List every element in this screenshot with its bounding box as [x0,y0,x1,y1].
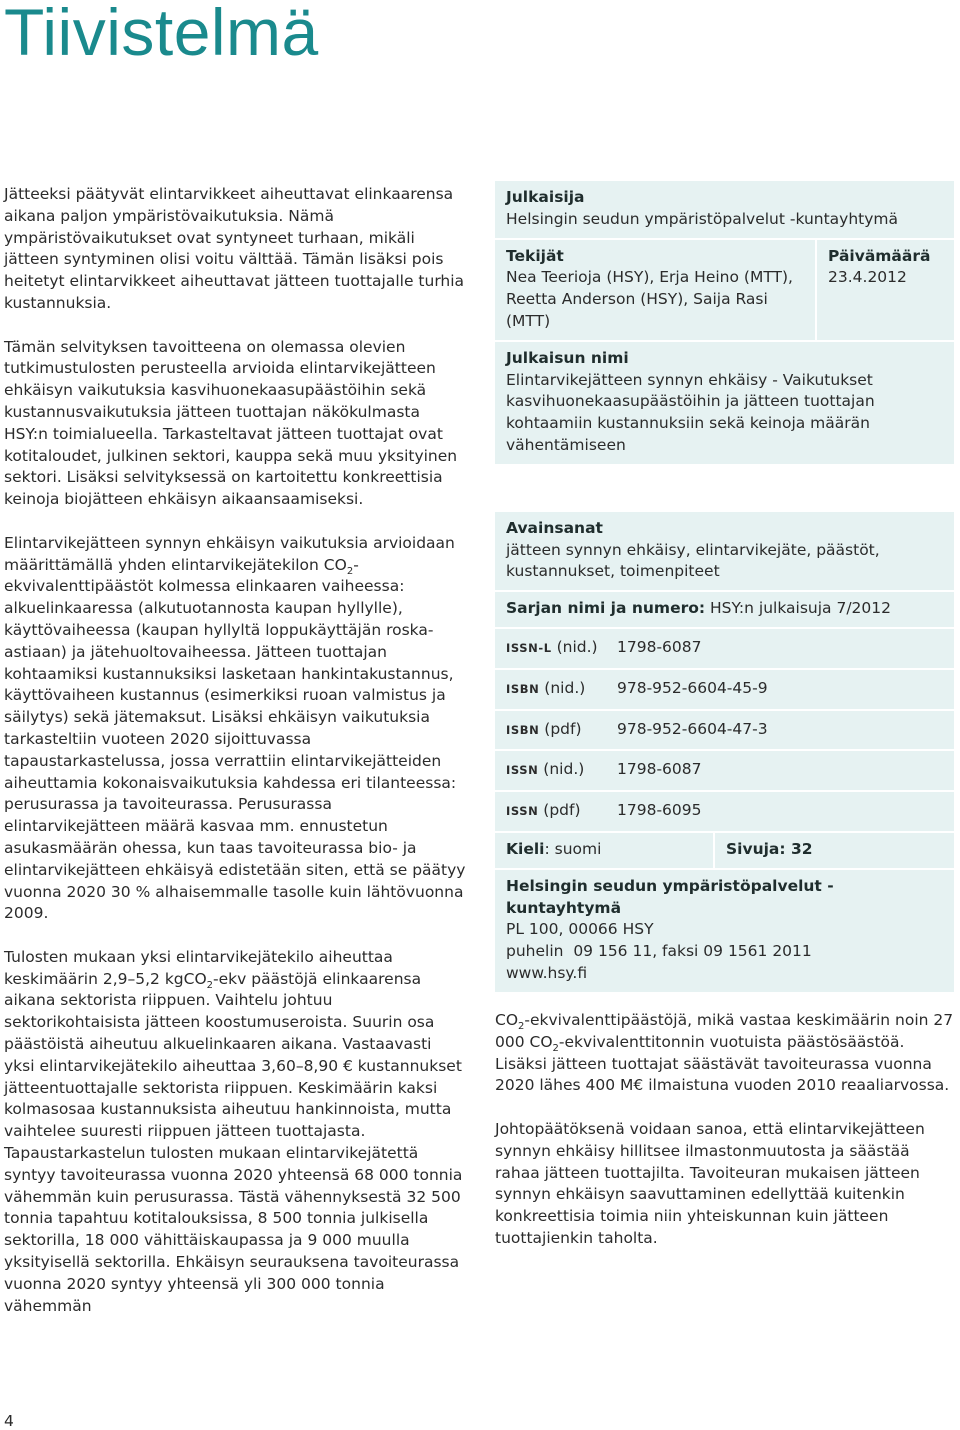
authors-value: Nea Teerioja (HSY), Erja Heino (MTT), Reetta Anderson (HSY), Saija Rasi (MTT) [506,268,793,330]
language-label: Kieli [506,839,545,858]
authors-date-row [495,240,954,340]
pages-label: Sivuja: 32 [726,839,813,858]
publisher-label: Julkaisija [506,188,585,206]
date-section [817,240,954,340]
identifier-row [495,792,954,831]
publisher-value: Helsingin seudun ympäristöpalvelut -kuntayhtymä [506,209,899,228]
identifier-value: 978-952-6604-45-9 [617,678,768,697]
summary-paragraph-1: Jätteeksi päätyvät elintarvikkeet aiheuttavat elinkaarensa aikana paljon ympäristövaikutuksia. Nämä ympäristövaikutukset ovat syntyneet turhaan, mikäli jätteen syntyminen olisi voitu välttää. Tämän lisäksi pois heitetyt elintarvikkeet aiheuttavat jätteen tuottajalle turhia kustannuksia. [4,185,465,312]
publication-name-label: Julkaisun nimi [506,348,629,367]
identifier-type: (pdf) [543,801,581,820]
series-label: Sarjan nimi ja numero: [506,599,706,618]
publisher-section [495,181,954,238]
organization-website: www.hsy.fi [506,963,588,982]
organization-address: PL 100, 00066 HSY [506,920,654,939]
identifier-value: 1798-6087 [617,760,702,779]
identifier-value: 978-952-6604-47-3 [617,719,768,738]
summary-right-column [495,1010,954,1272]
identifier-code: ISBN [506,722,540,737]
organization-phone: puhelin 09 156 11, faksi 09 1561 2011 [506,942,812,961]
organization-section [495,870,954,992]
identifier-row [495,670,954,709]
authors-label: Tekijät [506,246,564,265]
publication-name-value: Elintarvikejätteen synnyn ehkäisy - Vaikutukset kasvihuonekaasupäästöihin ja jätteen tuottajan kohtaamiin kustannuksiin sekä keinoja määrän vähentämiseen [506,370,875,454]
identifier-code: ISSN [506,763,539,778]
identifier-type: (nid.) [556,637,598,656]
identifier-type: (nid.) [543,760,585,779]
date-value: 23.4.2012 [828,268,907,287]
keywords-section [495,512,954,590]
identifier-value: 1798-6095 [617,801,702,820]
language-value: suomi [554,839,602,858]
publication-info-box [495,181,954,992]
identifier-row [495,711,954,750]
summary-paragraph-2: Tämän selvityksen tavoitteena on olemassa olevien tutkimustulosten perusteella arvioida elintarvikejätteen ehkäisyn vaikutuksia kasvihuonekaasupäästöihin sekä kustannusvaikutuksia jätteen tuottajan näkökulmasta HSY:n toimialueella. Tarkasteltavat jätteen tuottajat ovat kotitaloudet, julkinen sektori, kauppa sekä muu yksityinen sektori. Lisäksi selvityksessä on kartoitettu konkreettisia keinoja biojätteen ehkäisyn aikaansaamiseksi. [4,337,458,509]
summary-paragraph-4: Tulosten mukaan yksi elintarvikejätekilo aiheuttaa keskimäärin 2,9–5,2 kgCO$_2$-ekv päästöjä elinkaarensa aikana sektorista riippuen. Vaihtelu johtuu sektorikohtaisista jätteen koostumuseroista. Suurin osa päästöistä aiheutuu alkuelinkaaren aikana. Vastaavasti yksi elintarvikejätekilo aiheuttaa 3,60–8,90 € kustannukset jätteentuottajalle sektorista riippuen. Keskimäärin kaksi kolmasosaa kustannuksista aiheutuu hankinnoista, mutta vaihtelee suuresti riippuen jätteen tuottajasta. Tapaustarkastelun tulosten mukaan elintarvikejätettä syntyy tavoiteurassa vuonna 2020 yhteensä 68 000 tonnia vähemmän kuin perusurassa. Tästä vähennyksestä 32 500 tonnia tapahtuu kotitalouksissa, 8 500 tonnia julkisella sektorilla, 18 000 vähittäiskaupassa ja 9 000 muulla yksityisellä sektorilla. Ehkäisyn seurauksena tavoiteurassa vuonna 2020 syntyy yhteensä yli 300 000 tonnia vähemmän [4,947,463,1315]
identifier-row [495,751,954,790]
keywords-label: Avainsanat [506,518,603,537]
language-pages-row [495,833,954,868]
identifier-row [495,629,954,668]
identifier-code: ISBN [506,681,540,696]
summary-left-column [4,184,466,1339]
summary-paragraph-5: $CO_2$-ekvivalenttipäästöjä, mikä vastaa keskimäärin noin 27 000 $CO_2$-ekvivalenttitonnin vuotuista päästösäästöä. Lisäksi jätteen tuottajat säästävät tavoiteurassa vuonna 2020 lähes 400 M€ ilmaistuna vuoden 2010 reaaliarvossa. [495,1011,954,1095]
identifier-value: 1798-6087 [617,637,702,656]
publication-name-section [495,342,954,464]
identifier-code: ISSN [506,804,539,819]
series-value: HSY:n julkaisuja 7/2012 [710,599,891,618]
summary-paragraph-6: Johtopäätöksenä voidaan sanoa, että elintarvikejätteen synnyn ehkäisy hillitsee ilmastonmuutosta ja säästää rahaa jätteen tuottajilta. Tavoiteuran mukaisen jätteen synnyn ehkäisyn saavuttaminen edellyttää kuitenkin konkreettisia toimia niin yhteiskunnan kuin jätteen tuottajienkin taholta. [495,1119,925,1247]
language-section: Kieli: suomi [495,833,713,868]
organization-name: Helsingin seudun ympäristöpalvelut -kuntayhtymä [506,876,834,917]
summary-paragraph-3: Elintarvikejätteen synnyn ehkäisyn vaikutuksia arvioidaan määrittämällä yhden elintarvikejätekilon $CO_2$-ekvivalenttipäästöt kolmessa elinkaaren vaiheessa: alkuelinkaaressa (alkutuotannosta kaupan hyllylle), käyttövaiheessa (kaupan hyllyltä loppukäyttäjän roska-astiaan) ja jätehuoltovaiheessa. Jätteen tuottajan kohtaamiksi kustannuksiksi lasketaan hankintakustannus, käyttövaiheen kustannus (esimerkiksi ruoan valmistus ja säilytys) sekä jätemaksut. Lisäksi ehkäisyn vaikutuksia tarkasteltiin vuoteen 2020 sijoittuvassa tapaustarkastelussa, jossa verrattiin elintarvikejätteiden aiheuttamia kokonaisvaikutuksia kahdessa eri tilanteessa: perusurassa ja tavoiteurassa. Perusurassa elintarvikejätteen määrä kasvaa mm. ennustetun asukasmäärän ohessa, kun taas tavoiteurassa bio- ja elintarvikejätteen ehkäisyä edistetään siten, että se päätyy vuonna 2020 30 % alhaisemmalle tasolle kuin lähtövuonna 2009. [4,533,466,923]
identifier-code: ISSN-L [506,640,552,655]
identifier-type: (pdf) [544,719,582,738]
page-title: Tiivistelmä [4,0,319,69]
page-number: 4 [4,1412,14,1430]
authors-section [495,240,815,340]
keywords-value: jätteen synnyn ehkäisy, elintarvikejäte, päästöt, kustannukset, toimenpiteet [506,540,880,581]
identifier-type: (nid.) [544,678,586,697]
series-section [495,592,954,627]
pages-section [715,833,954,868]
date-label: Päivämäärä [828,246,931,265]
